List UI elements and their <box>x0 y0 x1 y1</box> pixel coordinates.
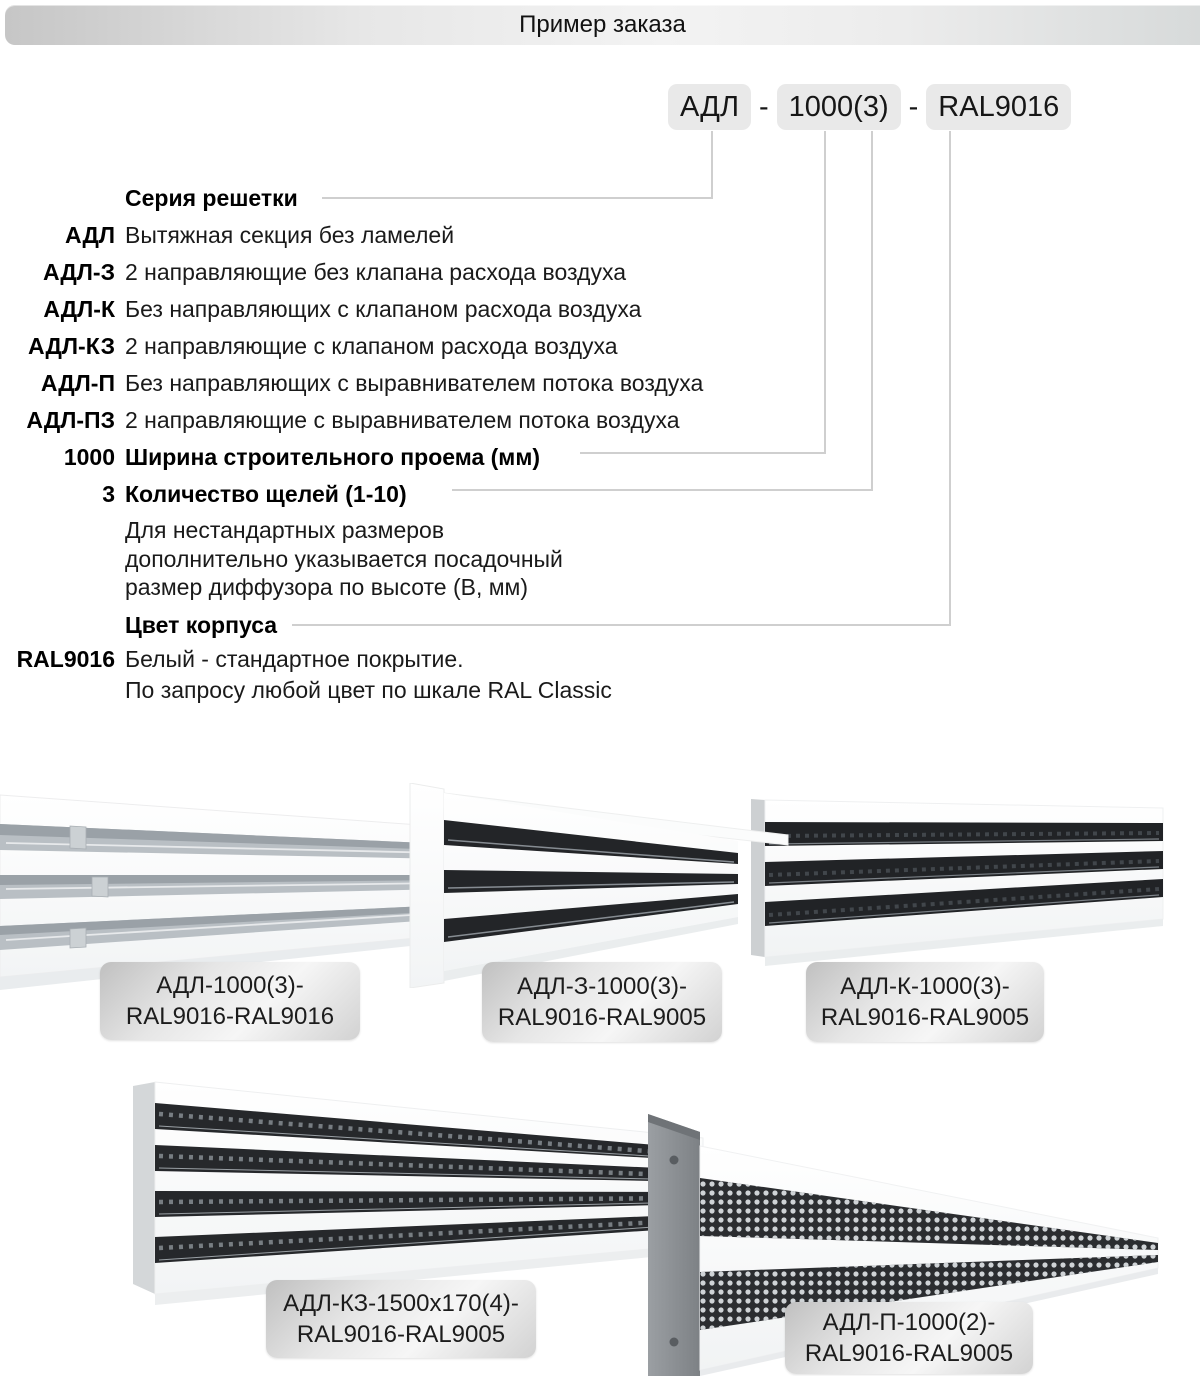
label-line-2: RAL9016-RAL9016 <box>125 1003 335 1030</box>
legend-row-adl-pz <box>0 402 1000 439</box>
label-line-1: АДЛ-1000(3)- <box>156 972 304 999</box>
code-dash-1: - <box>758 90 769 123</box>
desc-adl-k: Без направляющих с клапаном расхода воздуха <box>125 296 642 322</box>
label-line-2: RAL9016-RAL9005 <box>820 1004 1030 1031</box>
slots-desc: Количество щелей (1-10) <box>125 481 407 507</box>
note-spacer <box>0 516 125 602</box>
note-block <box>125 516 1000 602</box>
order-code <box>668 84 1071 130</box>
note-line-1: Для нестандартных размеров <box>125 517 445 543</box>
color-heading-spacer <box>0 607 125 644</box>
label-line-2: RAL9016-RAL9005 <box>296 1321 506 1348</box>
note-line-3: размер диффузора по высоте (В, мм) <box>125 574 529 600</box>
ral-desc-line-1: Белый - стандартное покрытие. <box>125 645 464 672</box>
width-term: 1000 <box>63 444 115 470</box>
legend-row-adl-z <box>0 254 1000 291</box>
product-label-adl-kz <box>266 1280 536 1358</box>
term-adl-k: АДЛ-К <box>43 296 115 322</box>
ral-term: RAL9016 <box>16 645 115 672</box>
term-adl-pz: АДЛ-ПЗ <box>26 407 115 433</box>
ral-desc <box>125 644 1000 706</box>
slots-row <box>0 476 1000 513</box>
product-label-adl <box>100 962 360 1040</box>
color-heading: Цвет корпуса <box>125 611 278 638</box>
legend-row-adl <box>0 217 1000 254</box>
label-line-1: АДЛ-КЗ-1500х170(4)- <box>283 1290 519 1317</box>
term-adl-z: АДЛ-З <box>42 259 115 285</box>
slots-term: 3 <box>102 481 115 507</box>
code-dash-2: - <box>908 90 919 123</box>
header-bar <box>5 5 1200 45</box>
desc-adl-p: Без направляющих с выравнивателем потока воздуха <box>125 370 704 396</box>
label-line-1: АДЛ-К-1000(3)- <box>840 973 1010 1000</box>
desc-adl-pz: 2 направляющие с выравнивателем потока воздуха <box>125 407 680 433</box>
width-row <box>0 439 1000 476</box>
product-image-adl-z <box>408 783 790 988</box>
color-heading-row <box>0 607 1000 644</box>
desc-adl: Вытяжная секция без ламелей <box>125 222 455 248</box>
desc-adl-kz: 2 направляющие с клапаном расхода воздуха <box>125 333 618 359</box>
legend-row-adl-kz <box>0 328 1000 365</box>
series-heading-row <box>0 180 1000 217</box>
legend-row-adl-p <box>0 365 1000 402</box>
product-label-adl-k <box>806 962 1044 1042</box>
ral-desc-line-2: По запросу любой цвет по шкале RAL Classic <box>125 676 612 703</box>
label-line-2: RAL9016-RAL9005 <box>804 1340 1014 1367</box>
note-line-2: дополнительно указывается посадочный <box>125 545 563 572</box>
series-heading: Серия решетки <box>125 185 298 211</box>
product-label-adl-z <box>482 962 722 1042</box>
legend <box>0 180 1000 706</box>
label-line-1: АДЛ-З-1000(3)- <box>516 973 687 1000</box>
product-image-adl-k <box>735 795 1165 985</box>
term-adl-p: АДЛ-П <box>40 370 115 396</box>
product-label-adl-p <box>785 1302 1033 1374</box>
term-adl: АДЛ <box>65 222 115 248</box>
label-line-1: АДЛ-П-1000(2)- <box>822 1309 996 1336</box>
term-adl-kz: АДЛ-КЗ <box>28 333 115 359</box>
code-box-color: RAL9016 <box>926 84 1071 130</box>
code-box-size: 1000(3) <box>777 84 901 130</box>
label-line-2: RAL9016-RAL9005 <box>497 1004 707 1031</box>
series-heading-spacer <box>0 180 125 217</box>
header-title: Пример заказа <box>519 11 686 38</box>
code-box-series: АДЛ <box>668 84 751 130</box>
desc-adl-z: 2 направляющие без клапана расхода воздуха <box>125 259 626 285</box>
width-desc: Ширина строительного проема (мм) <box>125 444 540 470</box>
ral-row <box>0 644 1000 706</box>
legend-row-adl-k <box>0 291 1000 328</box>
note-row <box>0 516 1000 602</box>
